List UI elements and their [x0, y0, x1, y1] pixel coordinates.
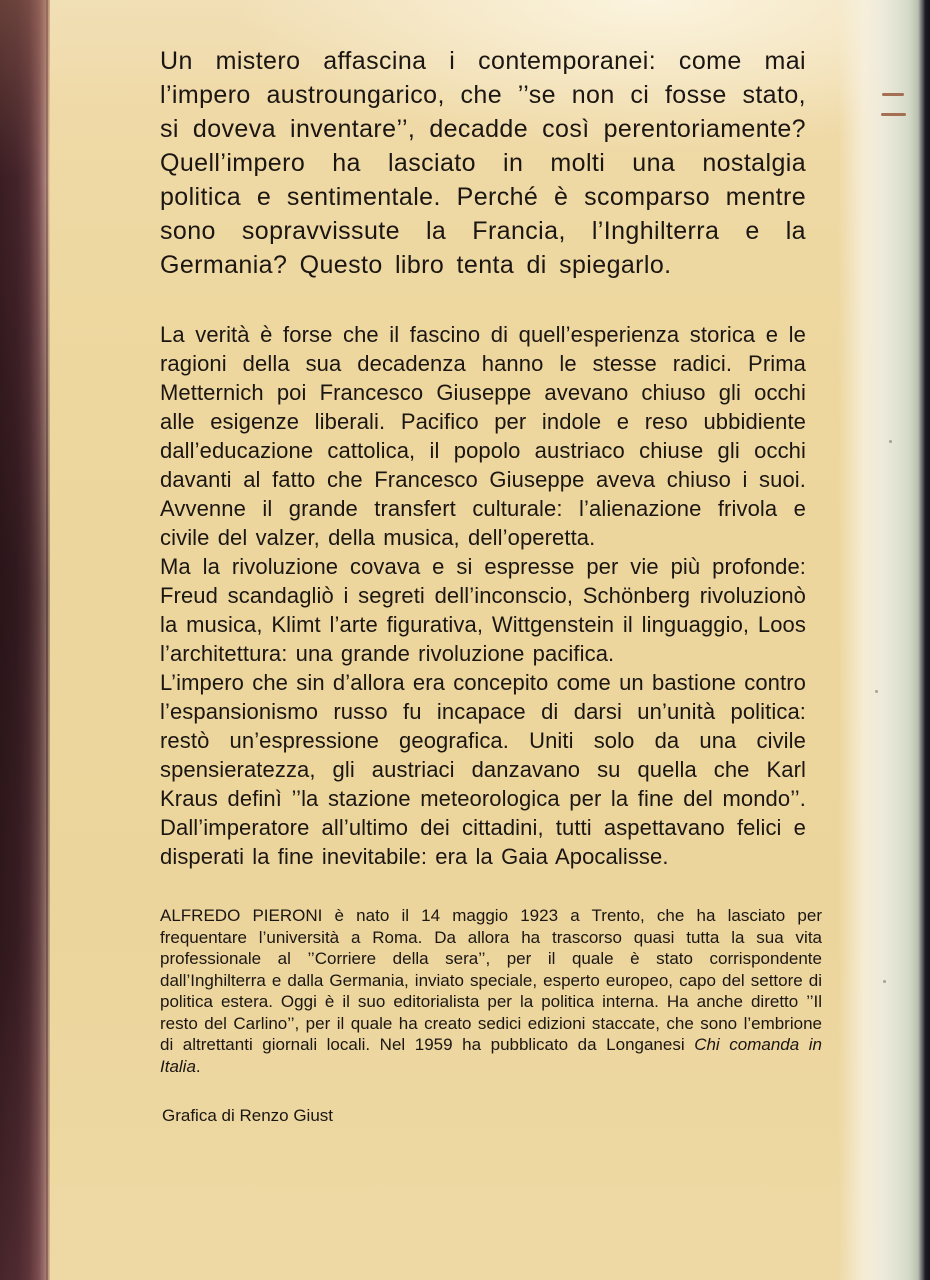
back-cover-text-block — [160, 44, 822, 1126]
author-bio-text: ALFREDO PIERONI è nato il 14 maggio 1923 a Trento, che ha lasciato per frequentare l’università a Roma. Da allora ha trascorso quasi tutta la sua vita professionale al ’’Corriere della sera’’, per il quale è stato corrispondente dall’Inghilterra e dalla Germania, inviato speciale, esperto europeo, capo del settore di politica estera. Oggi è il suo editorialista per la politica interna. Ha anche diretto ’’Il resto del Carlino’’, per il quale ha creato sedici edizioni staccate, che sono l’embrione di altrettanti giornali locali. Nel 1959 ha pubblicato da Longanesi — [160, 906, 822, 1054]
book-spine-shadow — [0, 0, 50, 1280]
blurb-paragraph-2: La verità è forse che il fascino di quell’esperienza storica e le ragioni della sua decadenza hanno le stesse radici. Prima Metternich poi Francesco Giuseppe avevano chiuso gli occhi alle esigenze liberali. Pacifico per indole e reso ubbidiente dall’educazione cattolica, il popolo austriaco chiuse gli occhi davanti al fatto che Francesco Giuseppe aveva chiuso i suoi. Avvenne il grande transfert culturale: l’alienazione frivola e civile del valzer, della musica, dell’operetta. — [160, 322, 806, 550]
page-fore-edge — [838, 0, 930, 1280]
blurb-paragraph-3: Ma la rivoluzione covava e si espresse per vie più profonde: Freud scandagliò i segreti dell’inconscio, Schönberg rivoluzionò la musica, Klimt l’arte figurativa, Wittgenstein il linguaggio, Loos l’architettura: una grande rivoluzione pacifica. — [160, 554, 806, 666]
scratch-mark — [882, 93, 904, 96]
blurb-paragraph-1: Un mistero affascina i contemporanei: come mai l’impero austroungarico, che ’’se non ci fosse stato, si doveva inventare’’, decadde così perentoriamente? Quell’impero ha lasciato in molti una nostalgia politica e sentimentale. Perché è scomparso mentre sono sopravvissute la Francia, l’Inghilterra e la Germania? Questo libro tenta di spiegarlo. — [160, 47, 806, 279]
author-bio-paragraph — [160, 905, 822, 1077]
paper-speck — [875, 690, 878, 693]
scratch-mark — [881, 113, 906, 116]
cited-book-title: Chi comanda in Italia — [160, 1035, 822, 1076]
author-bio-text-end: . — [195, 1056, 201, 1076]
paper-speck — [883, 980, 886, 983]
graphics-credit: Grafica di Renzo Giust — [162, 1106, 334, 1125]
cover-edge-seam — [46, 0, 48, 1280]
paper-speck — [889, 440, 892, 443]
blurb-paragraph-4: L’impero che sin d’allora era concepito come un bastione contro l’espansionismo russo fu incapace di darsi un’unità politica: restò un’espressione geografica. Uniti solo da una civile spensieratezza, gli austriaci danzavano su quella che Karl Kraus definì ’’la stazione meteorologica per la fine del mondo’’. Dall’imperatore all’ultimo dei cittadini, tutti aspettavano felici e disperati la fine inevitabile: era la Gaia Apocalisse. — [160, 670, 806, 869]
